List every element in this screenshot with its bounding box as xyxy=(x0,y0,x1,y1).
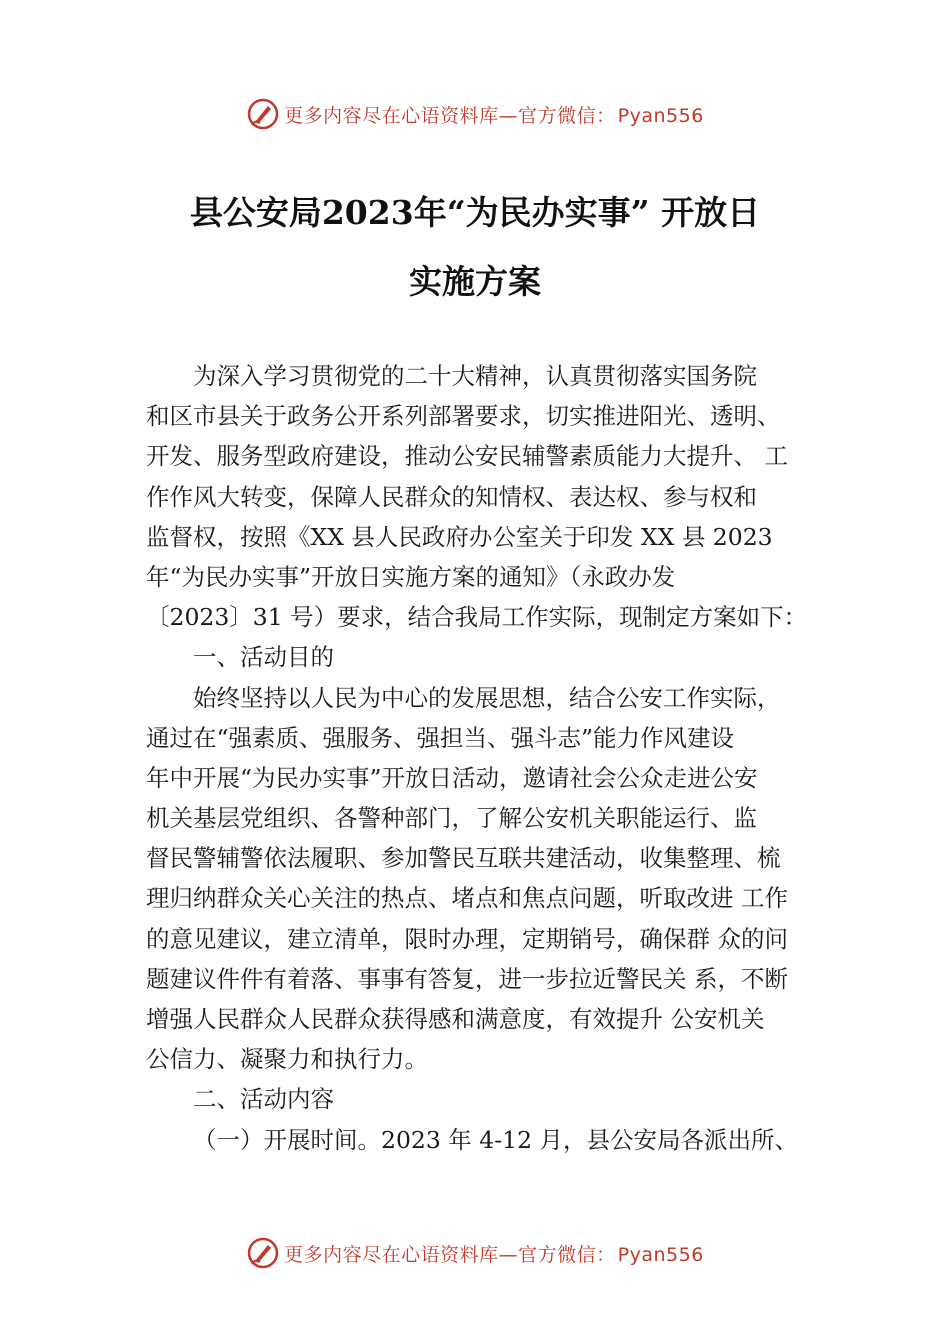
brush-logo-icon xyxy=(246,97,280,131)
watermark-banner-top xyxy=(0,92,950,136)
body-line: 公信力、凝聚力和执行力。 xyxy=(146,1045,428,1074)
document-body xyxy=(146,356,836,1160)
body-line: 开发、服务型政府建设，推动公安民辅警素质能力大提升、 工 xyxy=(146,442,788,471)
body-line: 机关基层党组织、各警种部门，了解公安机关职能运行、监 xyxy=(146,804,757,833)
watermark-banner-bottom xyxy=(0,1231,950,1275)
body-line: 为深入学习贯彻党的二十大精神，认真贯彻落实国务院 xyxy=(193,362,757,390)
watermark-text: 更多内容尽在心语资料库—官方微信： Pyan556 xyxy=(284,104,704,127)
section-heading: 一、活动目的 xyxy=(193,643,334,672)
brush-logo-icon xyxy=(246,1236,280,1270)
body-line: （一）开展时间。2023 年 4-12 月，县公安局各派出所、 xyxy=(193,1125,799,1154)
section-heading: 二、活动内容 xyxy=(193,1085,334,1114)
body-line: 督民警辅警依法履职、参加警民互联共建活动，收集整理、梳 xyxy=(146,844,781,873)
body-line: 通过在“强素质、强服务、强担当、强斗志”能力作风建设 xyxy=(146,723,735,752)
doc-title-line-1: 县公安局2023年“为民办实事” 开放日 xyxy=(189,193,761,232)
body-line: 年中开展“为民办实事”开放日活动，邀请社会公众走进公安 xyxy=(146,763,758,792)
body-line: 题建议件件有着落、事事有答复，进一步拉近警民关 系，不断 xyxy=(146,964,788,993)
body-line: 作作风大转变，保障人民群众的知情权、表达权、参与权和 xyxy=(146,482,757,511)
body-line: 增强人民群众人民群众获得感和满意度，有效提升 公安机关 xyxy=(146,1005,765,1033)
watermark-text: 更多内容尽在心语资料库—官方微信： Pyan556 xyxy=(284,1243,704,1266)
body-line: 年“为民办实事”开放日实施方案的通知》（永政办发 xyxy=(146,562,676,591)
body-line: 〔2023〕31 号）要求，结合我局工作实际，现制定方案如下： xyxy=(146,603,808,632)
body-line: 始终坚持以人民为中心的发展思想，结合公安工作实际， xyxy=(193,683,781,712)
body-line: 理归纳群众关心关注的热点、堵点和焦点问题，听取改进 工作 xyxy=(146,884,788,913)
wechat-id: Pyan556 xyxy=(617,1243,704,1266)
body-line: 和区市县关于政务公开系列部署要求，切实推进阳光、透明、 xyxy=(146,402,781,431)
doc-title-line-2: 实施方案 xyxy=(409,262,541,301)
body-line: 监督权，按照《XX 县人民政府办公室关于印发 XX 县 2023 xyxy=(146,522,773,551)
wechat-id: Pyan556 xyxy=(617,104,704,127)
body-line: 的意见建议，建立清单，限时办理，定期销号，确保群 众的问 xyxy=(146,924,788,953)
